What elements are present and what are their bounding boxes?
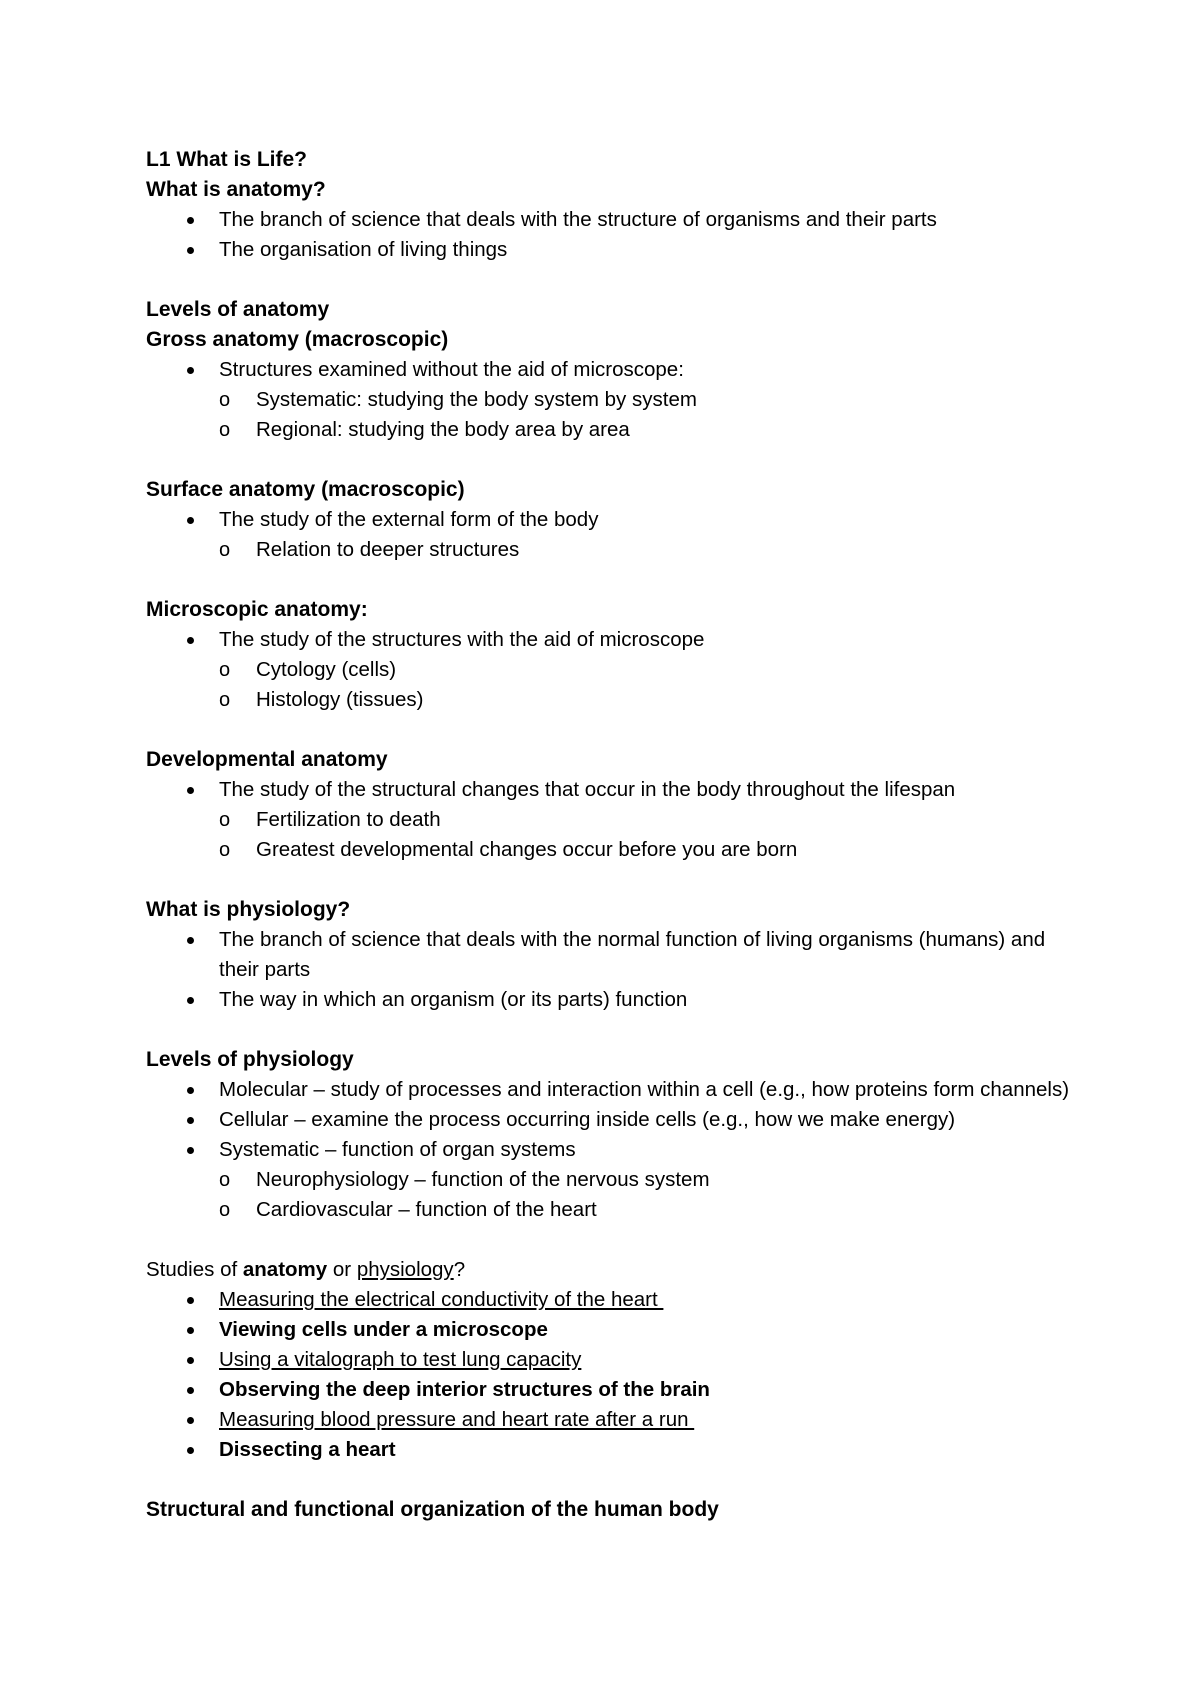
- bullet-icon: [187, 517, 194, 524]
- bullet-icon: [187, 1117, 194, 1124]
- list-item: Dissecting a heart: [146, 1435, 1106, 1465]
- bullet-icon: [187, 217, 194, 224]
- sub-list-item: o Fertilization to death: [146, 805, 1106, 835]
- sub-list-item: o Neurophysiology – function of the nervous system: [146, 1165, 1106, 1195]
- sub-list-item: o Cytology (cells): [146, 655, 1106, 685]
- bullet-list: [146, 505, 1106, 535]
- bullet-list: [146, 1075, 1106, 1165]
- list-item: The way in which an organism (or its parts) function: [146, 985, 1106, 1015]
- bullet-icon: [187, 1387, 194, 1394]
- list-item: Viewing cells under a microscope: [146, 1315, 1106, 1345]
- bullet-icon: [187, 637, 194, 644]
- section-heading-developmental-anatomy: Developmental anatomy: [146, 748, 388, 771]
- section-heading-studies: Studies of anatomy or physiology?: [146, 1258, 466, 1281]
- list-item: Cellular – examine the process occurring inside cells (e.g., how we make energy): [146, 1105, 1106, 1135]
- bullet-icon: [187, 247, 194, 254]
- circle-bullet-icon: o: [219, 419, 231, 441]
- bullet-list: [146, 1285, 1106, 1465]
- list-item: The study of the structures with the aid of microscope: [146, 625, 1106, 655]
- circle-bullet-icon: o: [219, 1169, 231, 1191]
- section-heading-surface-anatomy: Surface anatomy (macroscopic): [146, 478, 465, 501]
- bullet-icon: [187, 787, 194, 794]
- list-item: The study of the structural changes that occur in the body throughout the lifespan: [146, 775, 1106, 805]
- sub-bullet-list: [146, 655, 1106, 715]
- bullet-icon: [187, 1297, 194, 1304]
- list-item: Measuring blood pressure and heart rate after a run: [146, 1405, 1106, 1435]
- bullet-list: [146, 775, 1106, 805]
- circle-bullet-icon: o: [219, 809, 231, 831]
- section-heading-what-is-physiology: What is physiology?: [146, 898, 351, 921]
- circle-bullet-icon: o: [219, 659, 231, 681]
- list-item: Systematic – function of organ systems: [146, 1135, 1106, 1165]
- list-item: The branch of science that deals with the structure of organisms and their parts: [146, 205, 1106, 235]
- sub-bullet-list: [146, 805, 1106, 865]
- list-item: The study of the external form of the body: [146, 505, 1106, 535]
- sub-list-item: o Cardiovascular – function of the heart: [146, 1195, 1106, 1225]
- list-item: Measuring the electrical conductivity of the heart: [146, 1285, 1106, 1315]
- section-heading-levels-of-physiology: Levels of physiology: [146, 1048, 354, 1071]
- bullet-icon: [187, 1327, 194, 1334]
- circle-bullet-icon: o: [219, 389, 231, 411]
- sub-list-item: o Greatest developmental changes occur before you are born: [146, 835, 1106, 865]
- bullet-icon: [187, 1417, 194, 1424]
- list-item: Molecular – study of processes and interaction within a cell (e.g., how proteins form channels): [146, 1075, 1106, 1105]
- section-heading-microscopic-anatomy: Microscopic anatomy:: [146, 598, 368, 621]
- section-heading-levels-of-anatomy: Levels of anatomy: [146, 298, 330, 321]
- list-item: Using a vitalograph to test lung capacity: [146, 1345, 1106, 1375]
- document-title: L1 What is Life?: [146, 148, 308, 171]
- bullet-icon: [187, 997, 194, 1004]
- sub-list-item: o Regional: studying the body area by area: [146, 415, 1106, 445]
- circle-bullet-icon: o: [219, 689, 231, 711]
- circle-bullet-icon: o: [219, 1199, 231, 1221]
- bullet-icon: [187, 937, 194, 944]
- section-heading-gross-anatomy: Gross anatomy (macroscopic): [146, 328, 449, 351]
- sub-bullet-list: [146, 535, 1106, 565]
- bullet-icon: [187, 1447, 194, 1454]
- sub-list-item: o Systematic: studying the body system by system: [146, 385, 1106, 415]
- sub-bullet-list: [146, 385, 1106, 445]
- sub-list-item: o Histology (tissues): [146, 685, 1106, 715]
- list-item: Observing the deep interior structures of the brain: [146, 1375, 1106, 1405]
- list-item: The branch of science that deals with the normal function of living organisms (humans) and their parts: [146, 925, 1106, 985]
- sub-bullet-list: [146, 1165, 1106, 1225]
- bullet-list: [146, 625, 1106, 655]
- bullet-icon: [187, 1357, 194, 1364]
- circle-bullet-icon: o: [219, 839, 231, 861]
- circle-bullet-icon: o: [219, 539, 231, 561]
- list-item: The organisation of living things: [146, 235, 1106, 265]
- bullet-list: [146, 355, 1106, 385]
- section-heading-structural-organization: Structural and functional organization of the human body: [146, 1498, 719, 1521]
- bullet-icon: [187, 1147, 194, 1154]
- list-item: Structures examined without the aid of microscope:: [146, 355, 1106, 385]
- sub-list-item: o Relation to deeper structures: [146, 535, 1106, 565]
- bullet-icon: [187, 1087, 194, 1094]
- bullet-list: [146, 205, 1106, 265]
- bullet-list: [146, 925, 1106, 1015]
- section-heading-what-is-anatomy: What is anatomy?: [146, 178, 326, 201]
- bullet-icon: [187, 367, 194, 374]
- document-page: [146, 145, 1106, 1525]
